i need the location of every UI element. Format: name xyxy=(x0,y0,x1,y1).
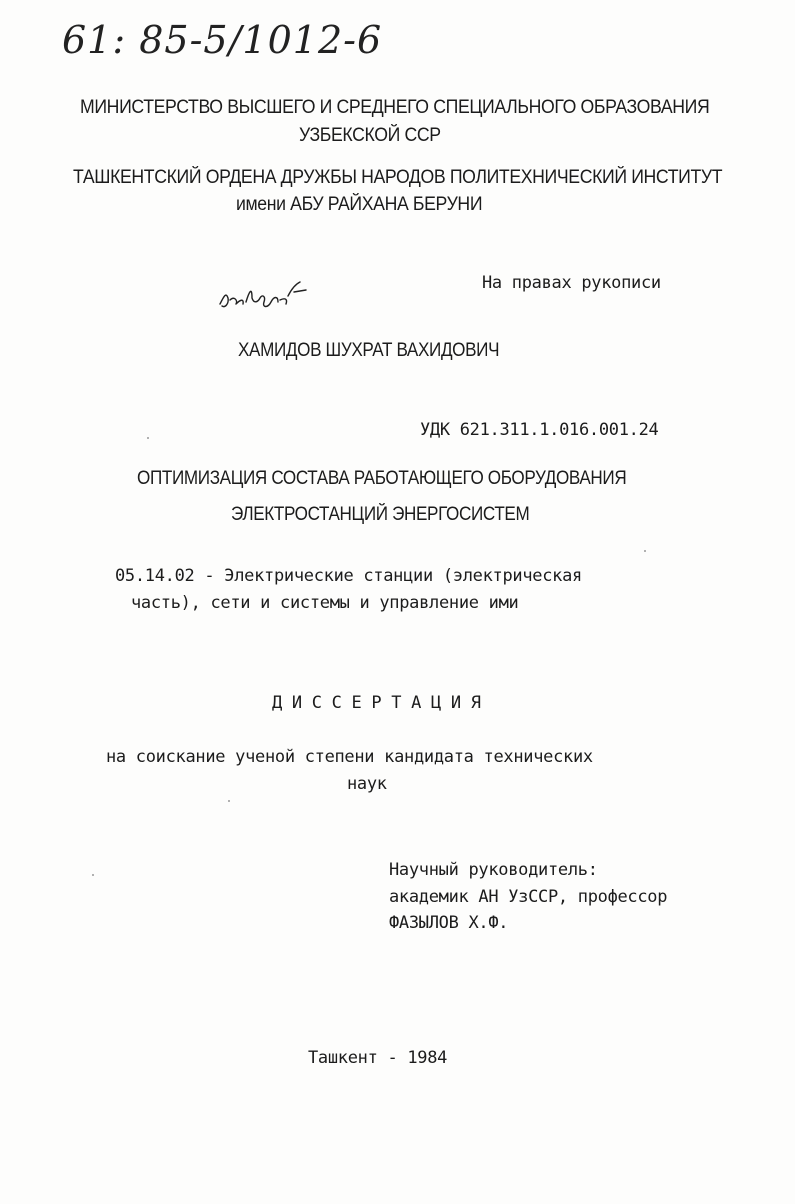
supervisor-position: академик АН УзССР, профессор xyxy=(389,887,668,907)
institute-line-2: имени АБУ РАЙХАНА БЕРУНИ xyxy=(236,194,483,215)
author-name: ХАМИДОВ ШУХРАТ ВАХИДОВИЧ xyxy=(238,340,500,361)
dissertation-title-line-2: ЭЛЕКТРОСТАНЦИЙ ЭНЕРГОСИСТЕМ xyxy=(231,504,530,525)
udc-code: УДК 621.311.1.016.001.24 xyxy=(420,420,659,440)
scan-speck xyxy=(228,800,230,802)
rights-note: На правах рукописи xyxy=(482,273,661,293)
dissertation-title-line-1: ОПТИМИЗАЦИЯ СОСТАВА РАБОТАЮЩЕГО ОБОРУДОВАНИЯ xyxy=(137,468,627,489)
document-type: Д И С С Е Р Т А Ц И Я xyxy=(272,693,481,713)
specialty-line-2: часть), сети и системы и управление ими xyxy=(131,593,519,613)
supervisor-label: Научный руководитель: xyxy=(389,860,598,880)
supervisor-name: ФАЗЫЛОВ Х.Ф. xyxy=(389,913,509,933)
degree-line-1: на соискание ученой степени кандидата технических xyxy=(106,747,593,767)
ministry-line-2: УЗБЕКСКОЙ ССР xyxy=(299,125,441,146)
scan-speck xyxy=(92,874,94,876)
author-signature xyxy=(216,278,311,318)
degree-line-2: наук xyxy=(347,774,387,794)
ministry-line-1: МИНИСТЕРСТВО ВЫСШЕГО И СРЕДНЕГО СПЕЦИАЛЬНОГО ОБРАЗОВАНИЯ xyxy=(80,97,710,118)
archive-number: 61: 85-5/1012-6 xyxy=(62,18,383,62)
scan-speck xyxy=(644,550,646,552)
scan-speck xyxy=(147,437,149,439)
place-and-year: Ташкент - 1984 xyxy=(308,1048,448,1068)
institute-line-1: ТАШКЕНТСКИЙ ОРДЕНА ДРУЖБЫ НАРОДОВ ПОЛИТЕХНИЧЕСКИЙ ИНСТИТУТ xyxy=(73,167,723,188)
specialty-line-1: 05.14.02 - Электрические станции (электрическая xyxy=(115,566,582,586)
